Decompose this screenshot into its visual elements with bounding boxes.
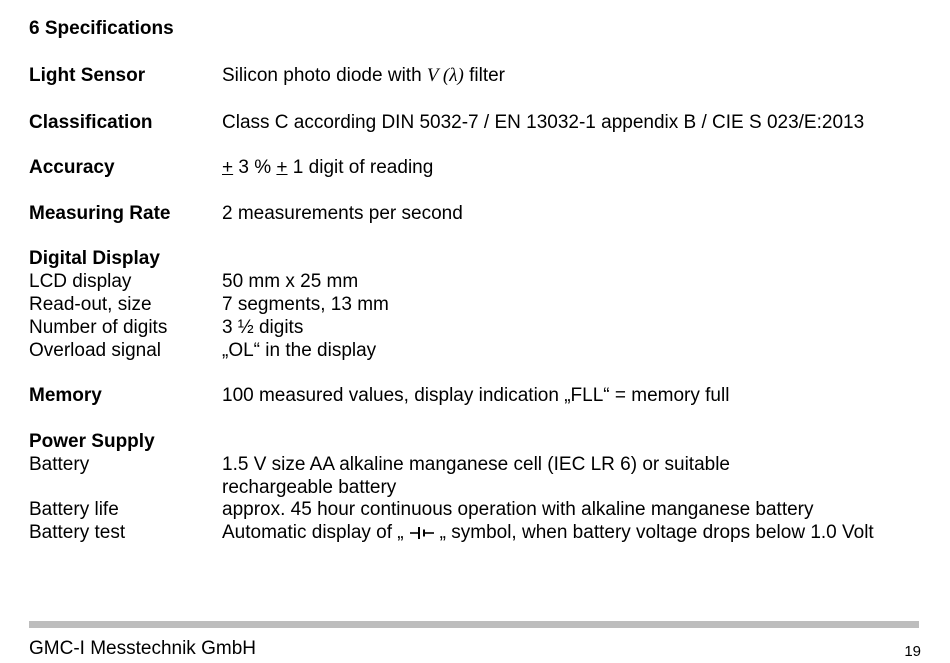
spec-label: LCD display xyxy=(29,271,132,292)
spec-label: Overload signal xyxy=(29,340,162,361)
spec-value xyxy=(222,521,874,544)
spec-value: Class C according DIN 5032-7 / EN 13032-1 appendix B / CIE S 023/E:2013 xyxy=(222,112,865,133)
spec-value-text: „ symbol, when battery voltage drops below 1.0 Volt xyxy=(439,522,874,543)
footer-divider xyxy=(29,621,919,628)
spec-value: 2 measurements per second xyxy=(222,203,463,224)
spec-value-text: filter xyxy=(463,65,506,86)
spec-value-text: Silicon photo diode with xyxy=(222,65,427,86)
spec-value-text: 3 % xyxy=(233,157,277,178)
spec-value: 50 mm x 25 mm xyxy=(222,271,359,292)
v-lambda-symbol: V (λ) xyxy=(426,65,464,86)
spec-value: 7 segments, 13 mm xyxy=(222,294,389,315)
plus-minus-sign: + xyxy=(276,157,288,178)
spec-label: Number of digits xyxy=(29,317,168,338)
footer-company: GMC-I Messtechnik GmbH xyxy=(29,638,256,659)
spec-value: 1.5 V size AA alkaline manganese cell (IEC LR 6) or suitable xyxy=(222,454,730,475)
spec-value: approx. 45 hour continuous operation with alkaline manganese battery xyxy=(222,499,814,520)
spec-value: 100 measured values, display indication „FLL“ = memory full xyxy=(222,385,730,406)
spec-label: Light Sensor xyxy=(29,65,146,86)
spec-value xyxy=(222,64,505,87)
spec-value-text: 1 digit of reading xyxy=(287,157,434,178)
spec-value: rechargeable battery xyxy=(222,477,397,498)
page-number: 19 xyxy=(904,643,921,660)
spec-label: Accuracy xyxy=(29,157,115,178)
spec-label: Classification xyxy=(29,112,153,133)
spec-value: 3 ½ digits xyxy=(222,317,304,338)
spec-heading: Power Supply xyxy=(29,431,155,452)
spec-label: Memory xyxy=(29,385,102,406)
spec-value: „OL“ in the display xyxy=(222,340,377,361)
spec-label: Read-out, size xyxy=(29,294,152,315)
battery-symbol-icon xyxy=(408,526,436,540)
spec-heading: Digital Display xyxy=(29,248,160,269)
spec-label: Battery life xyxy=(29,499,119,520)
spec-page xyxy=(29,0,921,660)
plus-minus-sign: + xyxy=(222,157,234,178)
section-title: 6 Specifications xyxy=(29,18,174,39)
spec-label: Battery xyxy=(29,454,90,475)
spec-label: Battery test xyxy=(29,522,126,543)
spec-value-text: Automatic display of „ xyxy=(222,522,404,543)
spec-label: Measuring Rate xyxy=(29,203,171,224)
spec-value xyxy=(222,156,433,179)
